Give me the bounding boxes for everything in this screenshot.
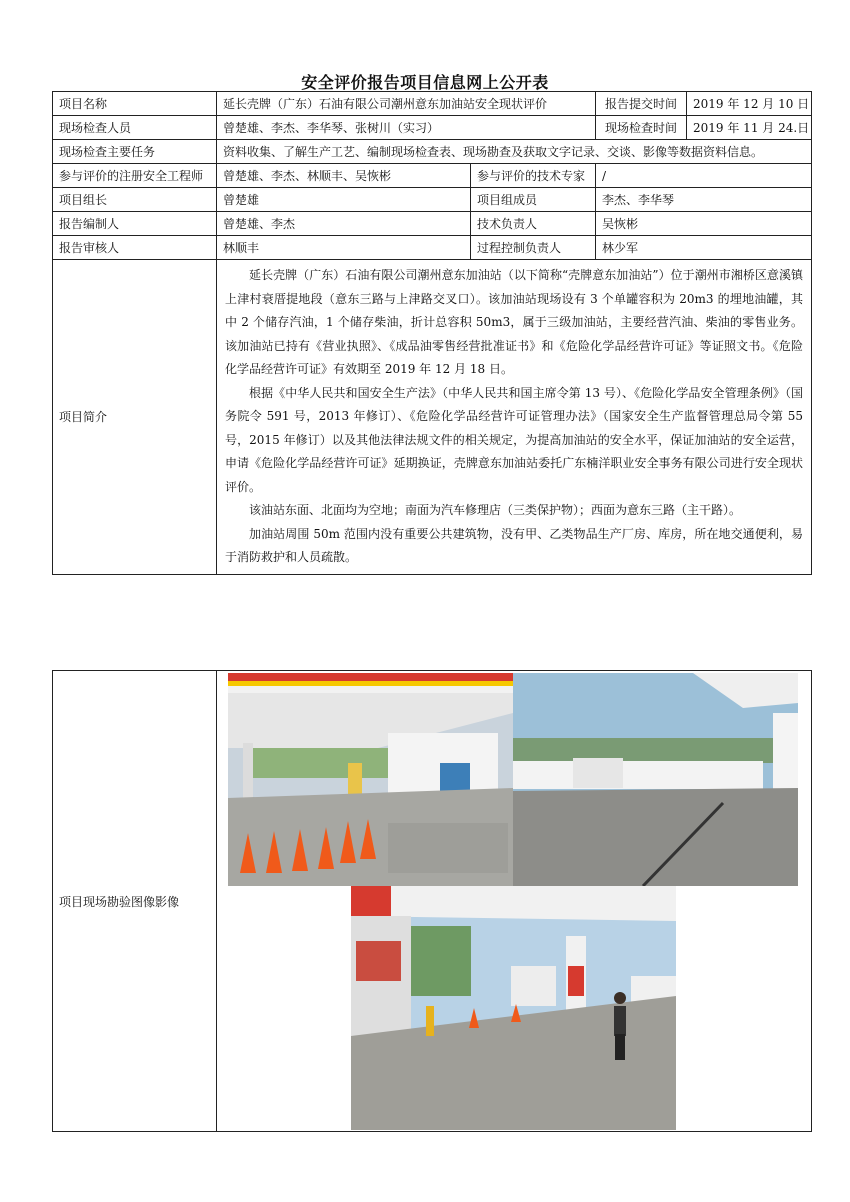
tech-lead-value: 吴恢彬 [596, 212, 812, 236]
summary-label: 项目简介 [53, 260, 217, 575]
summary-paragraph: 加油站周围 50m 范围内没有重要公共建筑物，没有甲、乙类物品生产厂房、库房，所在地交通便利，易于消防救护和人员疏散。 [225, 526, 804, 564]
tech-lead-label: 技术负责人 [471, 212, 596, 236]
submit-time-value: 2019 年 12 月 10 日 [687, 92, 812, 116]
info-table-main [52, 91, 812, 575]
table-row [53, 236, 812, 260]
submit-time-label: 报告提交时间 [596, 92, 687, 116]
project-name-label: 项目名称 [53, 92, 217, 116]
compiler-label: 报告编制人 [53, 212, 217, 236]
site-photo-open-lot [513, 673, 798, 886]
main-task-label: 现场检查主要任务 [53, 140, 217, 164]
photo-table [52, 670, 812, 1132]
table-row [53, 116, 812, 140]
table-row [53, 260, 812, 575]
table-row [53, 212, 812, 236]
inspectors-value: 曾楚雄、李杰、李华琴、张树川（实习） [217, 116, 596, 140]
photo-area [217, 671, 812, 1132]
page-title: 安全评价报告项目信息网上公开表 [301, 73, 549, 92]
table-row [53, 164, 812, 188]
project-name-value: 延长壳牌（广东）石油有限公司潮州意东加油站安全现状评价 [217, 92, 596, 116]
process-lead-label: 过程控制负责人 [471, 236, 596, 260]
site-photo-canopy-cones [228, 673, 513, 886]
experts-label: 参与评价的技术专家 [471, 164, 596, 188]
inspectors-label: 现场检查人员 [53, 116, 217, 140]
inspect-time-label: 现场检查时间 [596, 116, 687, 140]
site-photo-pumps [351, 886, 676, 1130]
experts-value: / [596, 164, 812, 188]
summary-paragraph: 延长壳牌（广东）石油有限公司潮州意东加油站（以下简称“壳牌意东加油站”）位于潮州市湘桥区意溪镇上津村衰厝提地段（意东三路与上津路交叉口）。该加油站现场设有 3 个单罐容积为 20m3 的埋地油罐，其中 2 个储存汽油，1 个储存柴油，折计总容积 50m3，属于三级加油站，主要经营汽油、柴油的零售业务。该加油站已持有《营业执照》、《成品油零售经营批准证书》和《危险化学品经营许可证》等证照文书。《危险化学品经营许可证》有效期至 2019 年 12 月 18 日。 [225, 268, 804, 376]
summary-text [217, 260, 812, 575]
engineers-label: 参与评价的注册安全工程师 [53, 164, 217, 188]
summary-paragraph: 根据《中华人民共和国安全生产法》（中华人民共和国主席令第 13 号）、《危险化学品安全管理条例》（国务院令 591 号，2013 年修订）、《危险化学品经营许可证管理办法》（国家安全生产监督管理总局令第 55 号，2015 年修订）以及其他法律法规文件的相关规定，为提高加油站的安全水平，保证加油站的安全运营，申请《危险化学品经营许可证》延期换证，壳牌意东加油站委托广东楠洋职业安全事务有限公司进行安全现状评价。 [225, 385, 804, 494]
reviewer-value: 林顺丰 [217, 236, 471, 260]
reviewer-label: 报告审核人 [53, 236, 217, 260]
process-lead-value: 林少军 [596, 236, 812, 260]
engineers-value: 曾楚雄、李杰、林顺丰、吴恢彬 [217, 164, 471, 188]
table-row [53, 671, 812, 1132]
members-label: 项目组成员 [471, 188, 596, 212]
photos-label: 项目现场勘验图像影像 [53, 671, 217, 1132]
table-row [53, 188, 812, 212]
inspect-time-value: 2019 年 11 月 24.日 [687, 116, 812, 140]
table-row [53, 140, 812, 164]
members-value: 李杰、李华琴 [596, 188, 812, 212]
leader-label: 项目组长 [53, 188, 217, 212]
summary-paragraph: 该油站东面、北面均为空地；南面为汽车修理店（三类保护物）；西面为意东三路（主干路）。 [249, 503, 742, 517]
table-row [53, 92, 812, 116]
leader-value: 曾楚雄 [217, 188, 471, 212]
main-task-value: 资料收集、了解生产工艺、编制现场检查表、现场勘查及获取文字记录、交谈、影像等数据资料信息。 [217, 140, 812, 164]
compiler-value: 曾楚雄、李杰 [217, 212, 471, 236]
